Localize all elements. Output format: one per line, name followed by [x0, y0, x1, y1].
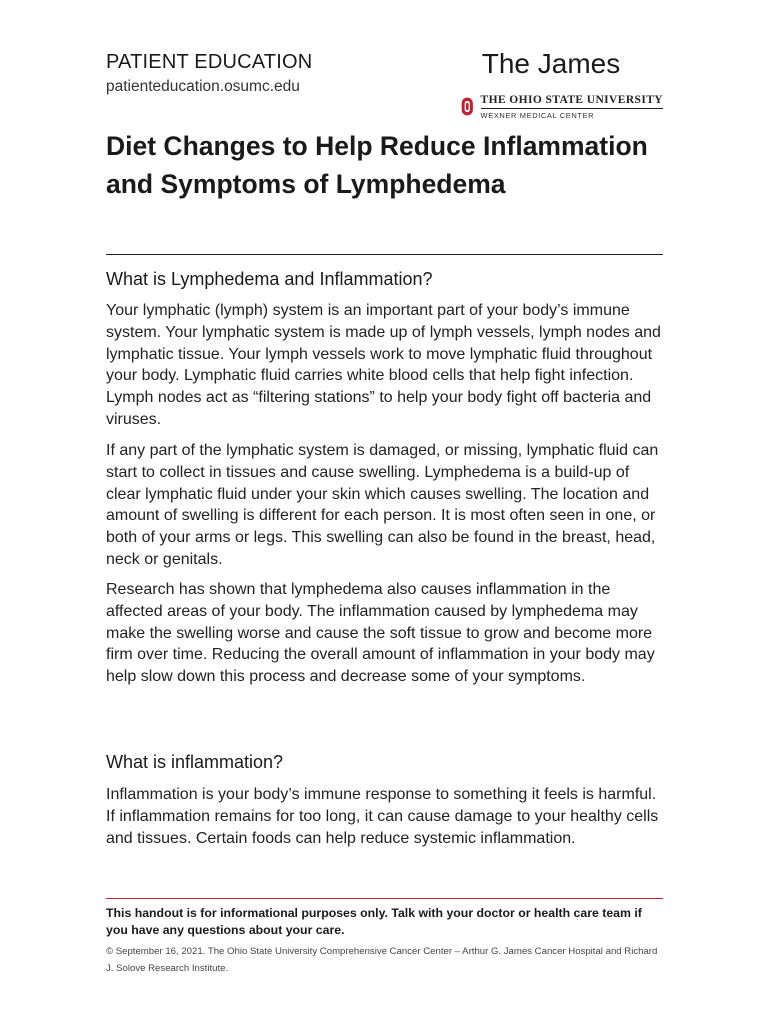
site-url[interactable]: patienteducation.osumc.edu [106, 78, 300, 95]
patient-education-kicker: PATIENT EDUCATION [106, 51, 313, 73]
brand-block [461, 48, 663, 121]
title-divider [106, 254, 663, 255]
footer-copyright: © September 16, 2021. The Ohio State University Comprehensive Cancer Center – Arthur G. James Cancer Hospital and Richard J. Solove Research Institute. [106, 946, 658, 974]
logo-text [481, 94, 663, 120]
header-left [106, 50, 312, 97]
paragraph-inflammation: Inflammation is your body’s immune response to something it feels is harmful. If inflammation remains for too long, it can cause damage to your healthy cells and tissues. Certain foods can help reduce systemic inflammation. [106, 786, 659, 847]
paragraph-lymph-system: Your lymphatic (lymph) system is an important part of your body’s immune system. Your lymphatic system is made up of lymph vessels, lymph nodes and lymphatic tissue. Your lymph vessels work to move lymphatic fluid throughout your body. Lymphatic fluid carries white blood cells that help fight infection. Lymph nodes act as “filtering stations” to help your body fight off bacteria and viruses. [106, 302, 661, 428]
paragraph-lymphedema: If any part of the lymphatic system is damaged, or missing, lymphatic fluid can start to collect in tissues and cause swelling. Lymphedema is a build-up of clear lymphatic fluid under your skin which causes swelling. The location and amount of swelling is different for each person. It is most often seen in one, or both of your arms or legs. This swelling can also be found in the breast, head, neck or genitals. [106, 442, 659, 568]
footer-divider [106, 898, 663, 899]
paragraph-research: Research has shown that lymphedema also causes inflammation in the affected areas of your body. The inflammation caused by lymphedema may make the swelling worse and cause the soft tissue to grow and become more firm over time. Reducing the overall amount of inflammation in your body may help slow down this process and decrease some of your symptoms. [106, 581, 655, 686]
footer-disclaimer: This handout is for informational purposes only. Talk with your doctor or health care team if you have any questions about your care. [106, 906, 642, 937]
section-heading-lymphedema: What is Lymphedema and Inflammation? [106, 269, 433, 289]
section-heading-inflammation: What is inflammation? [106, 752, 284, 772]
university-name: THE OHIO STATE UNIVERSITY [481, 94, 663, 109]
medical-center-name: WEXNER MEDICAL CENTER [480, 110, 595, 120]
page-title: Diet Changes to Help Reduce Inflammation and Symptoms of Lymphedema [106, 131, 648, 199]
university-logo [461, 92, 663, 121]
block-o-logo-icon [461, 92, 474, 121]
brand-title: The James [481, 48, 621, 79]
